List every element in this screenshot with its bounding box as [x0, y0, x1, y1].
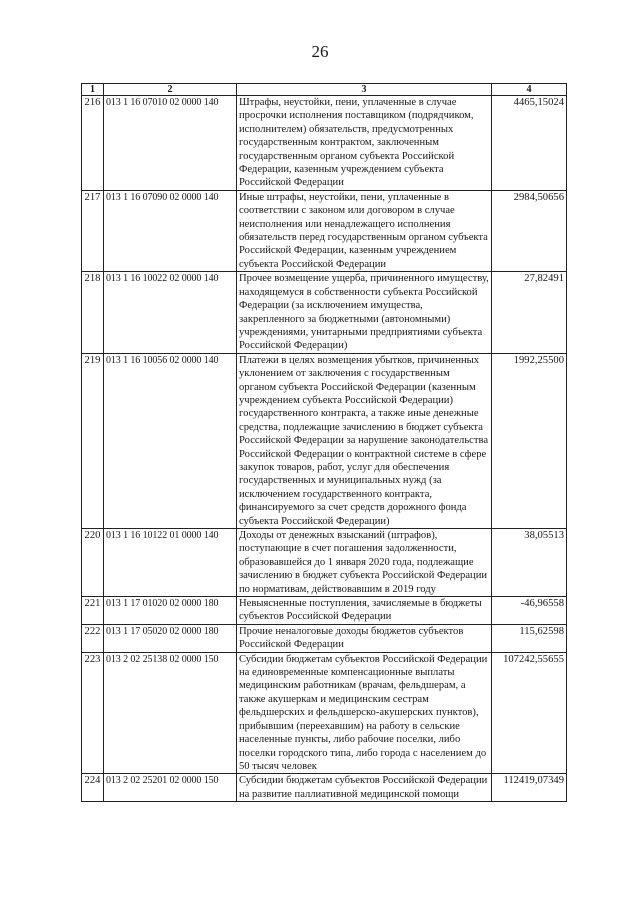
amount-value: 4465,15024 — [513, 97, 564, 108]
amount-cell — [492, 353, 567, 528]
table-row — [82, 272, 567, 353]
table-header-row — [82, 84, 567, 96]
row-number: 219 — [82, 353, 104, 528]
amount-cell — [492, 624, 567, 652]
column-header-name: 3 — [237, 84, 492, 96]
budget-code: 013 2 02 25201 02 0000 150 — [104, 774, 237, 802]
row-number: 222 — [82, 624, 104, 652]
amount-value: 2984,50656 — [513, 191, 564, 203]
table-row — [82, 190, 567, 271]
table-row — [82, 353, 567, 528]
column-header-code: 2 — [104, 84, 237, 96]
revenue-name: Иные штрафы, неустойки, пени, уплаченные в соответствии с законом или договором в случае неисполнения или ненадлежащего исполнения обязательств перед государственным органом субъекта Российской Федерации, казенным учреждением субъекта Российской Федерации — [237, 190, 492, 271]
budget-revenue-table — [81, 83, 567, 802]
amount-value: 1992,25500 — [513, 354, 564, 366]
revenue-name: Невыясненные поступления, зачисляемые в бюджеты субъектов Российской Федерации — [237, 597, 492, 625]
revenue-name: Штрафы, неустойки, пени, уплаченные в случае просрочки исполнения поставщиком (подрядчиком, исполнителем) обязательств, предусмотренных государственным контрактом, заключенным государственным органом субъекта Российской Федерации, казенным учреждением субъекта Российской Федерации — [237, 96, 492, 191]
row-number: 216 — [82, 96, 104, 191]
row-number: 218 — [82, 272, 104, 353]
table-row — [82, 624, 567, 652]
amount-value: -46,96558 — [520, 598, 564, 610]
budget-code: 013 1 17 05020 02 0000 180 — [104, 624, 237, 652]
page-number: 26 — [311, 42, 329, 61]
amount-cell — [492, 529, 567, 597]
budget-code: 013 1 16 07010 02 0000 140 — [104, 96, 237, 191]
amount-cell — [492, 272, 567, 353]
budget-code: 013 1 16 10056 02 0000 140 — [104, 353, 237, 528]
amount-cell — [492, 774, 567, 802]
revenue-name: Субсидии бюджетам субъектов Российской Федерации на единовременные компенсационные выплаты медицинским работникам (врачам, фельдшерам, а также акушеркам и медицинским сестрам фельдшерских и фельдшерско-акушерских пунктов), прибывшим (переехавшим) на работу в сельские населенные пункты, либо рабочие поселки, либо поселки городского типа, либо города с населением до 50 тысяч человек — [237, 652, 492, 774]
table-row — [82, 652, 567, 774]
column-header-number: 1 — [82, 84, 104, 96]
table-row — [82, 774, 567, 802]
row-number: 220 — [82, 529, 104, 597]
revenue-name: Платежи в целях возмещения убытков, причиненных уклонением от заключения с государственным органом субъекта Российской Федерации (казенным учреждением субъекта Российской Федерации) государственного контракта, а также иные денежные средства, подлежащие зачислению в бюджет субъекта Российской Федерации за нарушение законодательства Российской Федерации о контрактной системе в сфере закупок товаров, работ, услуг для обеспечения государственных и муниципальных нужд (за исключением государственного контракта, финансируемого за счет средств дорожного фонда субъекта Российской Федерации) — [237, 353, 492, 528]
row-number: 224 — [82, 774, 104, 802]
amount-cell — [492, 597, 567, 625]
table-row — [82, 96, 567, 191]
budget-code: 013 2 02 25138 02 0000 150 — [104, 652, 237, 774]
amount-value: 27,82491 — [524, 273, 564, 285]
budget-code: 013 1 16 10022 02 0000 140 — [104, 272, 237, 353]
row-number: 223 — [82, 652, 104, 774]
revenue-name: Субсидии бюджетам субъектов Российской Федерации на развитие паллиативной медицинской помощи — [237, 774, 492, 802]
budget-code: 013 1 17 01020 02 0000 180 — [104, 597, 237, 625]
revenue-name: Прочее возмещение ущерба, причиненного имуществу, находящемуся в собственности субъекта Российской Федерации (за исключением имущества, закрепленного за бюджетными (автономными) учреждениями, унитарными предприятиями субъекта Российской Федерации) — [237, 272, 492, 353]
amount-value: 115,62598 — [519, 625, 564, 637]
amount-value: 107242,55655 — [503, 653, 564, 665]
amount-value: 112419,07349 — [503, 775, 564, 787]
amount-cell — [492, 190, 567, 271]
budget-code: 013 1 16 07090 02 0000 140 — [104, 190, 237, 271]
revenue-name: Доходы от денежных взысканий (штрафов), поступающие в счет погашения задолженности, образовавшейся до 1 января 2020 года, подлежащие зачислению в бюджет субъекта Российской Федерации по нормативам, действовавшим в 2019 году — [237, 529, 492, 597]
amount-cell — [492, 96, 567, 191]
budget-code: 013 1 16 10122 01 0000 140 — [104, 529, 237, 597]
row-number: 217 — [82, 190, 104, 271]
column-header-amount: 4 — [492, 84, 567, 96]
table-row — [82, 529, 567, 597]
table-row — [82, 597, 567, 625]
amount-value: 38,05513 — [524, 530, 564, 541]
revenue-name: Прочие неналоговые доходы бюджетов субъектов Российской Федерации — [237, 624, 492, 652]
row-number: 221 — [82, 597, 104, 625]
amount-cell — [492, 652, 567, 774]
